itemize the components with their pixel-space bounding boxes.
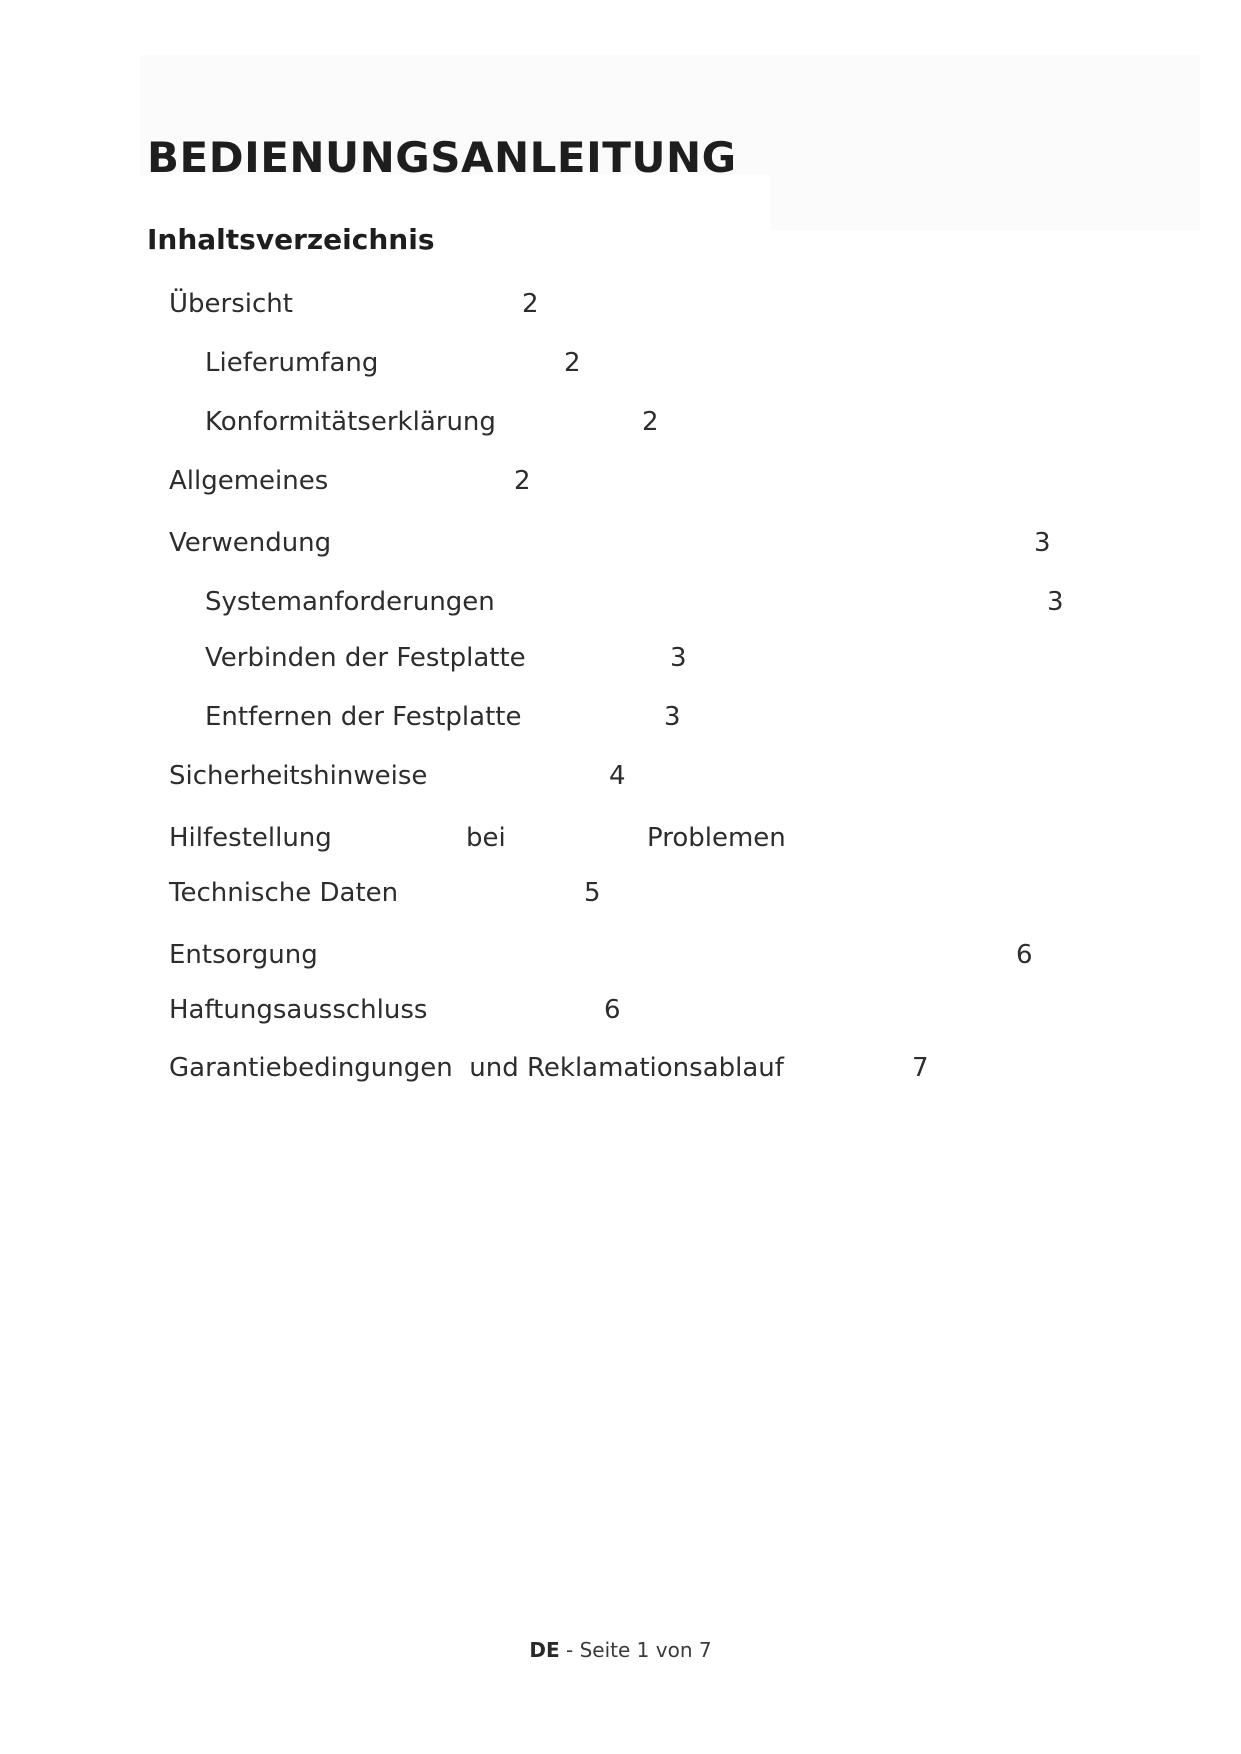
toc-entry-technische-daten[interactable]: Technische Daten xyxy=(169,878,399,908)
toc-page-lieferumfang: 2 xyxy=(564,348,581,378)
toc-entry-sicherheitshinweise[interactable]: Sicherheitshinweise xyxy=(169,761,428,791)
toc-entry-entsorgung[interactable]: Entsorgung xyxy=(169,940,318,970)
language-code: DE xyxy=(529,1638,560,1662)
toc-entry-garantie[interactable]: Garantiebedingungen und Reklamationsablauf xyxy=(169,1053,784,1083)
toc-page-allgemeines: 2 xyxy=(514,466,531,496)
document-title: BEDIENUNGSANLEITUNG xyxy=(147,133,737,182)
toc-entry-uebersicht[interactable]: Übersicht xyxy=(169,289,293,319)
page-number: - Seite 1 von 7 xyxy=(559,1638,712,1662)
toc-entry-konformitaet[interactable]: Konformitätserklärung xyxy=(205,407,496,437)
toc-entry-verwendung[interactable]: Verwendung xyxy=(169,528,332,558)
toc-page-verwendung: 3 xyxy=(1034,528,1051,558)
toc-page-uebersicht: 2 xyxy=(522,289,539,319)
toc-page-garantie: 7 xyxy=(912,1053,929,1083)
toc-page-entfernen: 3 xyxy=(664,702,681,732)
toc-entry-verbinden[interactable]: Verbinden der Festplatte xyxy=(205,643,526,673)
background-shade xyxy=(770,165,1200,230)
toc-heading: Inhaltsverzeichnis xyxy=(147,223,435,256)
toc-entry-hilfestellung-word[interactable]: bei xyxy=(466,823,506,853)
toc-entry-haftungsausschluss[interactable]: Haftungsausschluss xyxy=(169,995,428,1025)
toc-page-systemanforderungen: 3 xyxy=(1047,587,1064,617)
toc-page-entsorgung: 6 xyxy=(1016,940,1033,970)
toc-page-verbinden: 3 xyxy=(670,643,687,673)
toc-page-technische-daten: 5 xyxy=(584,878,601,908)
toc-entry-hilfestellung-word[interactable]: Problemen xyxy=(647,823,786,853)
toc-page-haftungsausschluss: 6 xyxy=(604,995,621,1025)
page-footer xyxy=(0,1638,1241,1662)
toc-page-konformitaet: 2 xyxy=(642,407,659,437)
toc-page-sicherheitshinweise: 4 xyxy=(609,761,626,791)
toc-entry-systemanforderungen[interactable]: Systemanforderungen xyxy=(205,587,495,617)
toc-entry-hilfestellung[interactable]: Hilfestellung xyxy=(169,823,332,853)
toc-entry-allgemeines[interactable]: Allgemeines xyxy=(169,466,329,496)
toc-entry-entfernen[interactable]: Entfernen der Festplatte xyxy=(205,702,522,732)
toc-entry-lieferumfang[interactable]: Lieferumfang xyxy=(205,348,379,378)
